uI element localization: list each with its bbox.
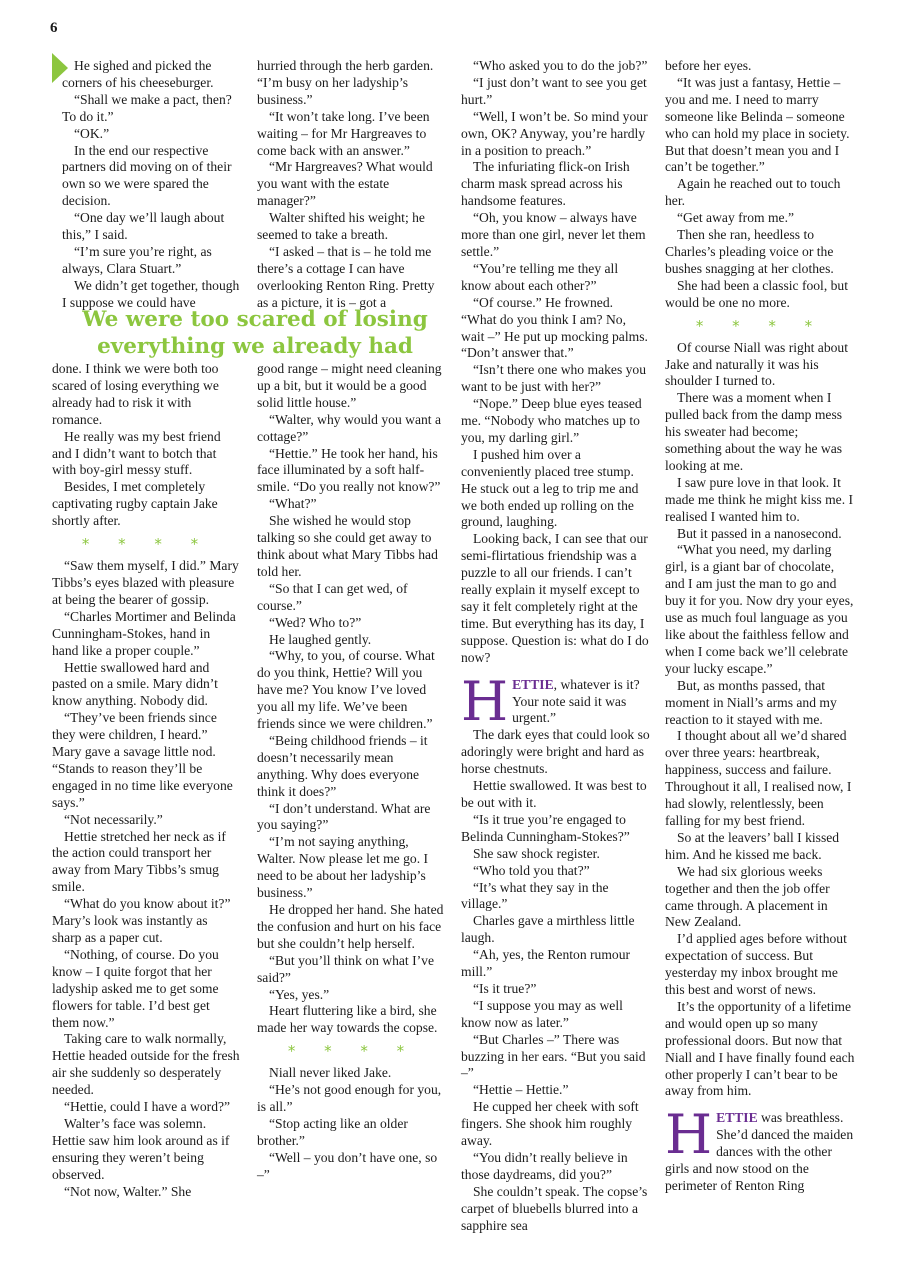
paragraph: done. I think we were both too scared of losing everything we already had to risk it with romance. [52,361,219,427]
paragraph: So at the leavers’ ball I kissed him. And he kissed me back. [665,829,840,862]
paragraph: He dropped her hand. She hated the confusion and hurt on his face but she couldn’t help herself. [257,902,444,951]
paragraph: “I just don’t want to see you get hurt.” [461,74,647,107]
paragraph: Charles gave a mirthless little laugh. [461,913,635,946]
paragraph: “What?” [269,496,317,512]
dropcap-paragraph [665,1103,855,1195]
paragraph: Niall never liked Jake. [269,1065,392,1081]
paragraph: “I suppose you may as well know now as later.” [461,997,623,1030]
dropcap-letter: H [665,1103,713,1167]
paragraph: In the end our respective partners did moving on of their own so we were spared the decision. [62,142,232,209]
paragraph: “Get away from me.” [677,210,795,226]
paragraph: We had six glorious weeks together and then the job offer came through. A placement in New Zealand. [665,863,830,930]
paragraph: “I’m not saying anything, Walter. Now please let me go. I need to be about her ladyship’s business.” [257,834,429,901]
paragraph: There was a moment when I pulled back from the damp mess his sweater had become; something about the way he was looking at me. [665,390,843,473]
paragraph: I saw pure love in that look. It made me think he might kiss me. I realised I wanted him to. [665,474,854,524]
paragraph: Taking care to walk normally, Hettie headed outside for the fresh air she suddenly so desperately needed. [52,1031,240,1098]
paragraph: “Of course.” He frowned. “What do you think I am? No, wait –” He put up mocking palms. “Don’t answer that.” [461,294,648,361]
paragraph: We didn’t get together, though I suppose we could have [62,277,240,310]
paragraph: “He’s not good enough for you, is all.” [257,1082,442,1115]
paragraph: “Not necessarily.” [64,811,163,827]
column-2-bottom [257,361,447,1184]
paragraph: “Is it true you’re engaged to Belinda Cunningham-Stokes?” [461,811,630,844]
paragraph: “Ah, yes, the Renton rumour mill.” [461,947,631,980]
paragraph: She couldn’t speak. The copse’s carpet of bluebells blurred into a sapphire sea [461,1183,648,1233]
paragraph: good range – might need cleaning up a bit, but it would be a good solid little house.” [257,361,442,410]
paragraph: “What you need, my darling girl, is a giant bar of chocolate, and I am just the man to go and buy it for you. Now dry your eyes, use as much foul language as you like about the faithless fellow and when I come back we’ll celebrate your lucky escape.” [665,542,854,676]
paragraph: “They’ve been friends since they were children, I heard.” Mary gave a savage little nod. “Stands to reason they’ll be engaged in no time like everyone says.” [52,710,233,810]
paragraph: Walter’s face was solemn. Hettie saw him look around as if ensuring they weren’t being observed. [52,1115,230,1182]
paragraph: “One day we’ll laugh about this,” I said. [62,210,225,243]
pull-quote [60,306,450,360]
paragraph: Walter shifted his weight; he seemed to take a breath. [257,210,425,243]
paragraph: “Well – you don’t have one, so –” [257,1149,438,1182]
dropcap-name: ETTIE [512,676,554,692]
paragraph: The infuriating flick-on Irish charm mask spread across his handsome features. [461,159,630,209]
paragraph: He laughed gently. [269,631,372,647]
paragraph: “Mr Hargreaves? What would you want with the estate manager?” [257,159,433,209]
section-separator: * * * * [81,535,211,554]
paragraph: Of course Niall was right about Jake and naturally it was his shoulder I turned to. [665,339,849,389]
paragraph: But it passed in a nanosecond. [677,525,842,541]
paragraph: “Hettie – Hettie.” [473,1082,569,1098]
paragraph: “I don’t understand. What are you saying?” [257,800,431,833]
paragraph: “Who told you that?” [473,862,590,878]
paragraph: “Walter, why would you want a cottage?” [257,411,442,444]
paragraph: Hettie swallowed. It was best to be out with it. [461,778,647,810]
paragraph: She wished he would stop talking so she could get away to think about what Mary Tibbs had told her. [257,513,438,579]
paragraph: “Not now, Walter.” She [64,1183,192,1199]
paragraph: “Stop acting like an older brother.” [257,1115,408,1148]
column-2-top [257,58,447,312]
dropcap-rest: , whatever is it? Your note said it was urgent.” [512,676,640,726]
paragraph: “Yes, yes.” [269,986,330,1002]
paragraph: The dark eyes that could look so adoringly were bright and hard as horse chestnuts. [461,727,650,777]
paragraph: I thought about all we’d shared over three years: heartbreak, happiness, success and failure. Throughout it all, I realised now, I had slowly, relentlessly, been falling for my best friend. [665,728,852,828]
paragraph: “Being childhood friends – it doesn’t necessarily mean anything. Why does everyone think it does?” [257,732,428,799]
paragraph: “What do you know about it?” Mary’s look was instantly as sharp as a paper cut. [52,896,231,945]
dropcap-rest: was breathless. She’d danced the maiden dances with the other girls and now stood on the perimeter of Renton Ring [665,1110,854,1193]
column-4 [665,58,855,1195]
paragraph: “But you’ll think on what I’ve said?” [257,952,434,985]
paragraph: “Oh, you know – always have more than one girl, never let them settle.” [461,210,646,259]
paragraph: “Who asked you to do the job?” [473,58,648,73]
paragraph: “Saw them myself, I did.” Mary Tibbs’s eyes blazed with pleasure at being the bearer of gossip. [52,558,239,607]
column-1-bottom [52,361,240,1201]
dropcap-paragraph [461,669,651,733]
paragraph: “Well, I won’t be. So mind your own, OK? Anyway, you’re hardly in a position to preach.” [461,108,648,158]
paragraph: “Is it true?” [473,980,537,996]
paragraph: She had been a classic fool, but would be one no more. [665,277,849,310]
paragraph: “It’s what they say in the village.” [461,879,609,912]
paragraph: He sighed and picked the corners of his cheeseburger. [62,58,214,90]
paragraph: It’s the opportunity of a lifetime and would open up so many professional doors. But now that Niall and I have finally found each other properly I can’t bear to be away from him. [665,998,855,1099]
paragraph: “You’re telling me they all know about each other?” [461,260,619,293]
paragraph: “OK.” [74,125,110,141]
section-separator: * * * * [287,1042,417,1061]
paragraph: “Hettie.” He took her hand, his face illuminated by a soft half-smile. “Do you really not know?” [257,445,441,495]
paragraph: “I asked – that is – he told me there’s a cottage I can have overlooking Renton Ring. Pretty as a picture, it is – got a [257,243,435,310]
dropcap-name: ETTIE [716,1110,758,1126]
paragraph: “It was just a fantasy, Hettie – you and me. I need to marry someone like Belinda – someone who can hold my place in society. But that doesn’t mean you and I can’t be together.” [665,74,850,175]
page-number: 6 [50,20,58,36]
paragraph: “I’m sure you’re right, as always, Clara Stuart.” [62,243,212,276]
paragraph: He really was my best friend and I didn’t want to botch that with boy-girl messy stuff. [52,428,221,478]
section-separator: * * * * [695,316,825,335]
paragraph: “Hettie, could I have a word?” [64,1099,231,1115]
paragraph: “Wed? Who to?” [269,614,362,630]
paragraph: Hettie swallowed hard and pasted on a smile. Mary didn’t know anything. Nobody did. [52,659,218,709]
paragraph: “Isn’t there one who makes you want to be just with her?” [461,362,647,395]
pull-quote-line-2: everything we already had [97,334,413,359]
paragraph: before her eyes. [665,58,752,73]
pull-quote-line-1: We were too scared of losing [82,307,428,332]
paragraph: Heart fluttering like a bird, she made her way towards the copse. [257,1003,438,1036]
paragraph: Besides, I met completely captivating rugby captain Jake shortly after. [52,479,218,529]
paragraph: “You didn’t really believe in those daydreams, did you?” [461,1150,628,1182]
paragraph: “Why, to you, of course. What do you think, Hettie? Will you have me? You know I’ve loved you all my life. We’ve been friends since we were children.” [257,648,435,732]
paragraph: “But Charles –” There was buzzing in her ears. “But you said –” [461,1031,646,1081]
paragraph: He cupped her cheek with soft fingers. She shook him roughly away. [461,1099,639,1149]
paragraph: “Nothing, of course. Do you know – I quite forgot that her ladyship asked me to get some flowers for table. I’d best get them now.” [52,946,219,1030]
paragraph: Hettie stretched her neck as if the action could transport her away from Mary Tibbs’s smug smile. [52,828,226,895]
paragraph: I’d applied ages before without expectation of success. But yesterday my inbox brought me this best and worst of news. [665,931,847,998]
column-1-top [62,58,240,312]
paragraph: She saw shock register. [473,845,600,861]
dropcap-letter: H [461,669,509,733]
paragraph: Again he reached out to touch her. [665,176,841,209]
paragraph: “Nope.” Deep blue eyes teased me. “Nobody who matches up to you, my darling girl.” [461,396,642,445]
paragraph: Looking back, I can see that our semi-flirtatious friendship was a puzzle to all our friends. I can’t really explain it myself except to say it felt completely right at the time. But everything has its day, I suppose. Question is: what do I do now? [461,531,649,665]
paragraph: I pushed him over a conveniently placed tree stump. He stuck out a leg to trip me and we both ended up rolling on the ground, laughing. [461,446,639,530]
paragraph: But, as months passed, that moment in Niall’s arms and my reaction to it stayed with me. [665,677,837,727]
paragraph: Then she ran, heedless to Charles’s pleading voice or the bushes snagging at her clothes. [665,227,834,276]
paragraph: “Charles Mortimer and Belinda Cunningham-Stokes, hand in hand like a proper couple.” [52,608,236,658]
paragraph: “It won’t take long. I’ve been waiting – for Mr Hargreaves to come back with an answer.” [257,108,430,158]
paragraph: hurried through the herb garden. “I’m busy on her ladyship’s business.” [257,58,434,107]
paragraph: “Shall we make a pact, then? To do it.” [62,91,232,124]
column-3 [461,58,651,1235]
paragraph: “So that I can get wed, of course.” [257,580,408,613]
